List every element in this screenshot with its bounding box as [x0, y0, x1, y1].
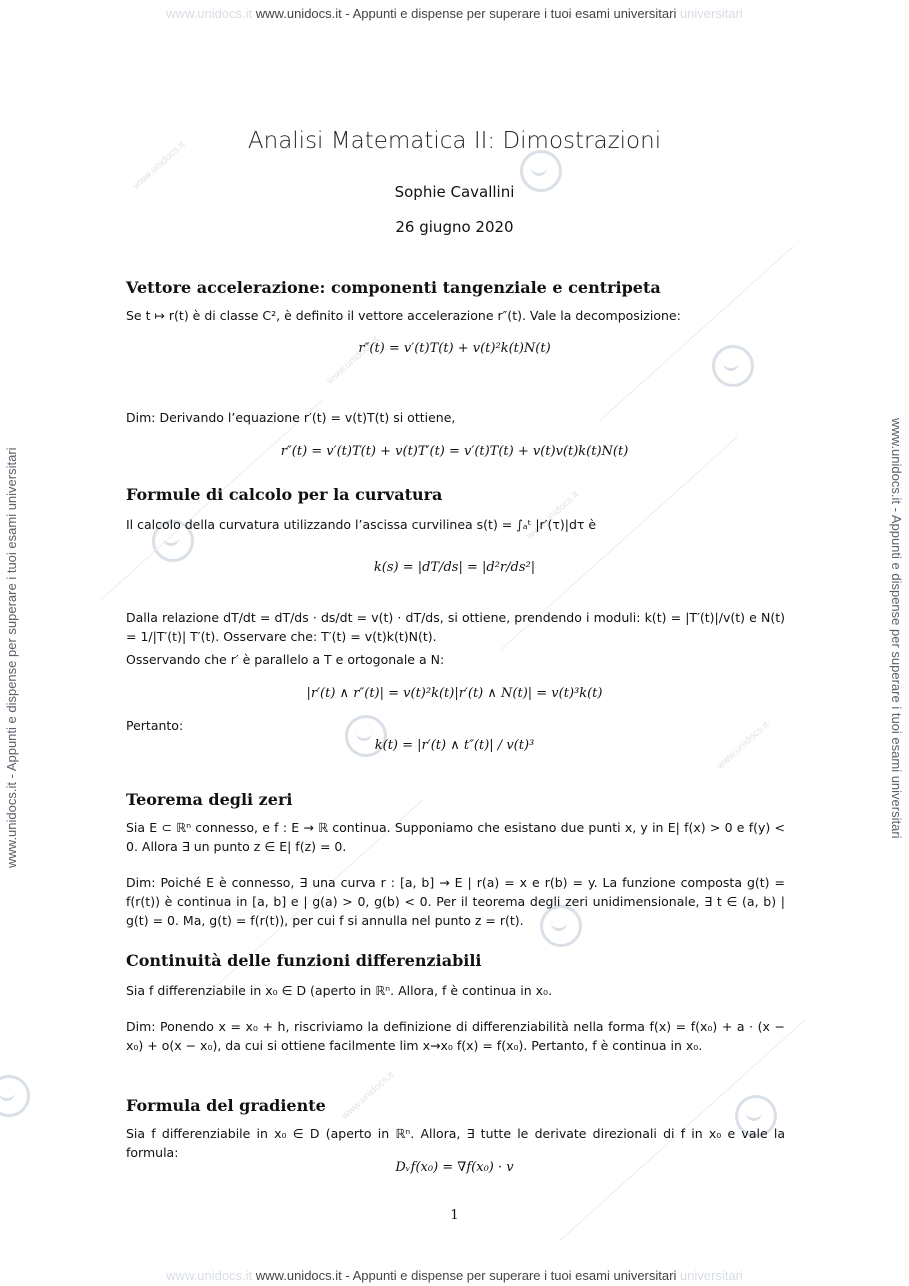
section-heading: Formula del gradiente	[126, 1096, 326, 1115]
equation: k(t) = |r′(t) ∧ t″(t)| / v(t)³	[374, 738, 535, 753]
watermark-diagonal: www.unidocs.it	[324, 334, 382, 387]
section-heading: Continuità delle funzioni differenziabili	[126, 951, 482, 970]
watermark-top-text: www.unidocs.it - Appunti e dispense per superare i tuoi esami universitari	[255, 6, 677, 21]
watermark-ghost-left-bottom: www.unidocs.it	[166, 1268, 253, 1283]
watermark-line	[600, 246, 794, 421]
section-statement: Sia E ⊂ ℝⁿ connesso, e f : E → ℝ continua. Supponiamo che esistano due punti x, y in E| f(x) > 0 e f(y) < 0. Allora ∃ un punto z ∈ E| f(z) = 0.	[126, 820, 785, 854]
watermark-top-bar	[0, 6, 909, 21]
watermark-ghost-right-bottom: universitari	[679, 1268, 743, 1283]
proof-text: Dalla relazione dT/dt = dT/ds · ds/dt = v(t) · dT/ds, si ottiene, prendendo i moduli: k(t) = |T′(t)|/v(t) e N(t) = 1/|T′(t)| T′(t). Osservare che: T′(t) = v(t)k(t)N(t).	[126, 610, 785, 644]
page-number: 1	[450, 1208, 459, 1223]
watermark-bottom-bar	[0, 1268, 909, 1283]
equation: |r′(t) ∧ r″(t)| = v(t)²k(t)|r′(t) ∧ N(t)| = v(t)³k(t)	[306, 686, 603, 701]
equation: Dᵥf(x₀) = ∇f(x₀) · v	[395, 1160, 514, 1175]
watermark-left-side: www.unidocs.it - Appunti e dispense per superare i tuoi esami universitari	[4, 447, 19, 868]
document-title: Analisi Matematica II: Dimostrazioni	[247, 128, 662, 154]
watermark-ghost-right: universitari	[679, 6, 743, 21]
proof-text: Dim: Derivando l’equazione r′(t) = v(t)T(t) si ottiene,	[126, 410, 456, 425]
watermark-diagonal: www.unidocs.it	[524, 489, 582, 542]
section-statement: Se t ↦ r(t) è di classe C², è definito il vettore accelerazione r″(t). Vale la decomposizione:	[126, 308, 681, 323]
watermark-logo-icon	[0, 1075, 30, 1117]
section-heading: Teorema degli zeri	[126, 790, 293, 809]
section-statement: Sia f differenziabile in x₀ ∈ D (aperto in ℝⁿ. Allora, ∃ tutte le derivate direzionali di f in x₀ e vale la formula:	[126, 1126, 785, 1160]
equation: r″(t) = v′(t)T(t) + v(t)T′(t) = v′(t)T(t) + v(t)v(t)k(t)N(t)	[280, 444, 629, 459]
equation: r″(t) = v′(t)T(t) + v(t)²k(t)N(t)	[358, 341, 551, 356]
watermark-right-side: www.unidocs.it - Appunti e dispense per superare i tuoi esami universitari	[889, 418, 904, 839]
section-heading: Vettore accelerazione: componenti tangenziale e centripeta	[126, 278, 661, 297]
document-date: 26 giugno 2020	[395, 218, 514, 236]
section-statement: Sia f differenziabile in x₀ ∈ D (aperto in ℝⁿ. Allora, f è continua in x₀.	[126, 983, 553, 998]
watermark-diagonal: www.unidocs.it	[130, 139, 188, 192]
watermark-diagonal: www.unidocs.it	[714, 719, 772, 772]
section-statement: Il calcolo della curvatura utilizzando l’ascissa curvilinea s(t) = ∫ₐᵗ |r′(τ)|dτ è	[126, 517, 597, 532]
proof-text: Dim: Ponendo x = x₀ + h, riscriviamo la definizione di differenziabilità nella forma f(x) = f(x₀) + a · (x − x₀) + o(x − x₀), da cui si ottiene facilmente lim x→x₀ f(x) = f(x₀). Pertanto, f è continua in x₀.	[126, 1019, 785, 1053]
watermark-bottom-text: www.unidocs.it - Appunti e dispense per superare i tuoi esami universitari	[255, 1268, 677, 1283]
watermark-diagonal: www.unidocs.it	[339, 1069, 397, 1122]
proof-text: Dim: Poiché E è connesso, ∃ una curva r : [a, b] → E | r(a) = x e r(b) = y. La funzione composta g(t) = f(r(t)) è continua in [a, b] e | g(a) > 0, g(b) < 0. Per il teorema degli zeri unidimensionale, ∃ t ∈ (a, b) | g(t) = 0. Ma, g(t) = f(r(t)), per cui f si annulla nel punto z = r(t).	[126, 875, 785, 928]
document-author: Sophie Cavallini	[394, 183, 515, 201]
proof-text: Osservando che r′ è parallelo a T e ortogonale a N:	[126, 652, 445, 667]
watermark-ghost-left: www.unidocs.it	[166, 6, 253, 21]
equation: k(s) = |dT/ds| = |d²r/ds²|	[373, 560, 536, 575]
section-heading: Formule di calcolo per la curvatura	[126, 485, 443, 504]
label-text: Pertanto:	[126, 718, 184, 733]
